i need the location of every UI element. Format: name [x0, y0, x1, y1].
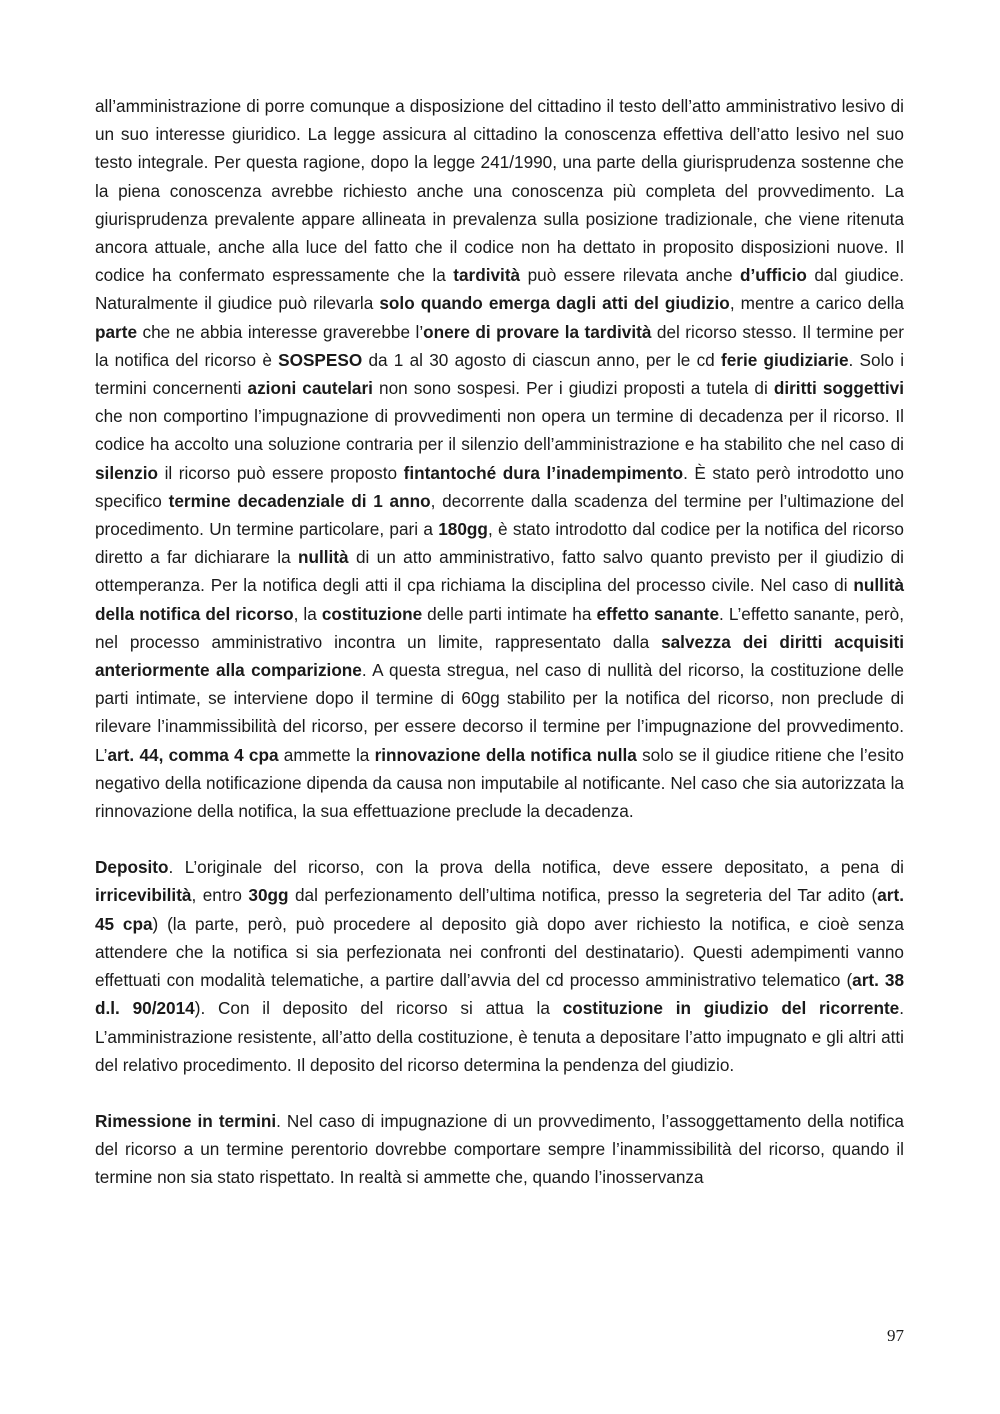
paragraph-rimessione [95, 1107, 904, 1192]
bold-term: nullità della notifica del ricorso [95, 575, 904, 624]
bold-term: costituzione [321, 603, 423, 624]
text-run: , entro [191, 885, 249, 906]
text-run: che ne abbia interesse graverebbe l’ [137, 321, 424, 342]
bold-term: Rimessione in termini [95, 1110, 277, 1131]
text-run: , decorrente dalla scadenza del termine per l’ultimazione del procedimento. Un termine particolare, pari a [95, 490, 904, 540]
text-run: , la [293, 603, 322, 624]
page-number: 97 [887, 1326, 904, 1345]
bold-term: art. 45 cpa [95, 885, 904, 934]
bold-term: SOSPESO [278, 349, 363, 370]
text-run: non sono sospesi. Per i giudizi proposti a tutela di [372, 378, 774, 399]
bold-term: termine decadenziale di 1 anno [168, 490, 431, 511]
bold-term: 30gg [248, 885, 289, 906]
text-run: . L’originale del ricorso, con la prova della notifica, deve essere depositato, a pena di [168, 857, 904, 878]
text-run: ) (la parte, però, può procedere al deposito già dopo aver richiesto la notifica, e cioè senza attendere che la notifica si sia perfezionata nei confronti del destinatario). Questi adempimenti vanno effettuati con modalità telematiche, a partire dall’avvia del cd processo amministrativo telematico ( [95, 913, 904, 991]
text-run: . Nel caso di impugnazione di un provvedimento, l’assoggettamento della notifica del ricorso a un termine perentorio dovrebbe comportare sempre l’inammissibilità del ricorso, quando il termine non sia stato rispettato. In realtà si ammette che, quando l’inosservanza [95, 1110, 904, 1188]
bold-term: silenzio [95, 462, 159, 483]
paragraph-termini [95, 92, 904, 825]
bold-term: art. 44, comma 4 cpa [107, 744, 279, 765]
text-run: dal perfezionamento dell’ultima notifica, presso la segreteria del Tar adito ( [288, 885, 878, 906]
document-body [95, 92, 904, 1192]
bold-term: azioni cautelari [247, 378, 373, 399]
text-run: può essere rilevata anche [520, 265, 741, 286]
text-run: del ricorso stesso. Il termine per la notifica del ricorso è [95, 321, 904, 370]
bold-term: rinnovazione della notifica nulla [374, 744, 637, 765]
bold-term: tardività [453, 265, 521, 286]
text-run: solo se il giudice ritiene che l’esito negativo della notificazione dipenda da causa non imputabile al notificante. Nel caso che sia autorizzata la rinnovazione della notifica, la sua effettuazione preclude la decadenza. [95, 744, 904, 822]
bold-term: nullità [297, 547, 349, 568]
bold-term: d’ufficio [740, 265, 807, 286]
text-run: , mentre a carico della [729, 293, 904, 314]
paragraph-deposito [95, 853, 904, 1079]
bold-term: onere di provare la tardività [423, 321, 652, 342]
text-run: ). Con il deposito del ricorso si attua la [194, 998, 563, 1019]
bold-term: solo quando emerga dagli atti del giudizio [379, 293, 730, 314]
text-run: all’amministrazione di porre comunque a disposizione del cittadino il testo dell’atto amministrativo lesivo di un suo interesse giuridico. La legge assicura al cittadino la conoscenza effettiva dell’atto lesivo nel suo testo integrale. Per questa ragione, dopo la legge 241/1990, una parte della giurisprudenza sostenne che la piena conoscenza avrebbe richiesto anche una conoscenza più completa del provvedimento. La giurisprudenza prevalente appare allineata in prevalenza sulla posizione tradizionale, che viene ritenuta ancora attuale, anche alla luce del fatto che il codice non ha dettato in proposito disposizioni nuove. Il codice ha confermato espressamente che la [95, 96, 904, 286]
bold-term: parte [95, 321, 138, 342]
bold-term: costituzione in giudizio del ricorrente [562, 998, 900, 1019]
text-run: . Solo i termini concernenti [95, 349, 905, 399]
text-run: delle parti intimate ha [422, 603, 597, 624]
bold-term: fintantoché dura l’inadempimento [403, 462, 684, 483]
text-run: ammette la [278, 744, 375, 765]
text-run: che non comportino l’impugnazione di provvedimenti non opera un termine di decadenza per il ricorso. Il codice ha accolto una soluzione contraria per il silenzio dell’amministrazione e ha stabilito che nel caso di [95, 406, 904, 455]
bold-term: effetto sanante [596, 603, 720, 624]
bold-term: ferie giudiziarie [720, 349, 849, 370]
text-run: . A questa stregua, nel caso di nullità del ricorso, la costituzione delle parti intimate, se interviene dopo il termine di 60gg stabilito per la notifica del ricorso, non preclude di rilevare l’inammissibilità del ricorso, per essere decorso il termine per l’impugnazione del provvedimento. L’ [95, 660, 904, 765]
text-run: il ricorso può essere proposto [158, 462, 404, 483]
text-run: . L’effetto sanante, però, nel processo amministrativo incontra un limite, rappresentato dalla [95, 603, 904, 652]
text-run: , è stato introdotto dal codice per la notifica del ricorso diretto a far dichiarare la [95, 519, 904, 568]
bold-term: salvezza dei diritti acquisiti anteriormente alla comparizione [95, 631, 904, 681]
bold-term: art. 38 d.l. 90/2014 [95, 970, 904, 1019]
bold-term: 180gg [438, 519, 488, 540]
text-run: . L’amministrazione resistente, all’atto della costituzione, è tenuta a depositare l’atto impugnato e gli altri atti del relativo procedimento. Il deposito del ricorso determina la pendenza del giudizio. [95, 998, 905, 1075]
text-run: . È stato però introdotto uno specifico [95, 462, 904, 511]
bold-term: diritti soggettivi [773, 378, 904, 399]
text-run: dal giudice. Naturalmente il giudice può rilevarla [95, 265, 904, 314]
bold-term: irricevibilità [95, 885, 192, 906]
bold-term: Deposito [95, 857, 169, 878]
text-run: da 1 al 30 agosto di ciascun anno, per le cd [362, 349, 721, 370]
text-run: di un atto amministrativo, fatto salvo quanto previsto per il giudizio di ottemperanza. Per la notifica degli atti il cpa richiama la disciplina del processo civile. Nel caso di [95, 547, 904, 596]
